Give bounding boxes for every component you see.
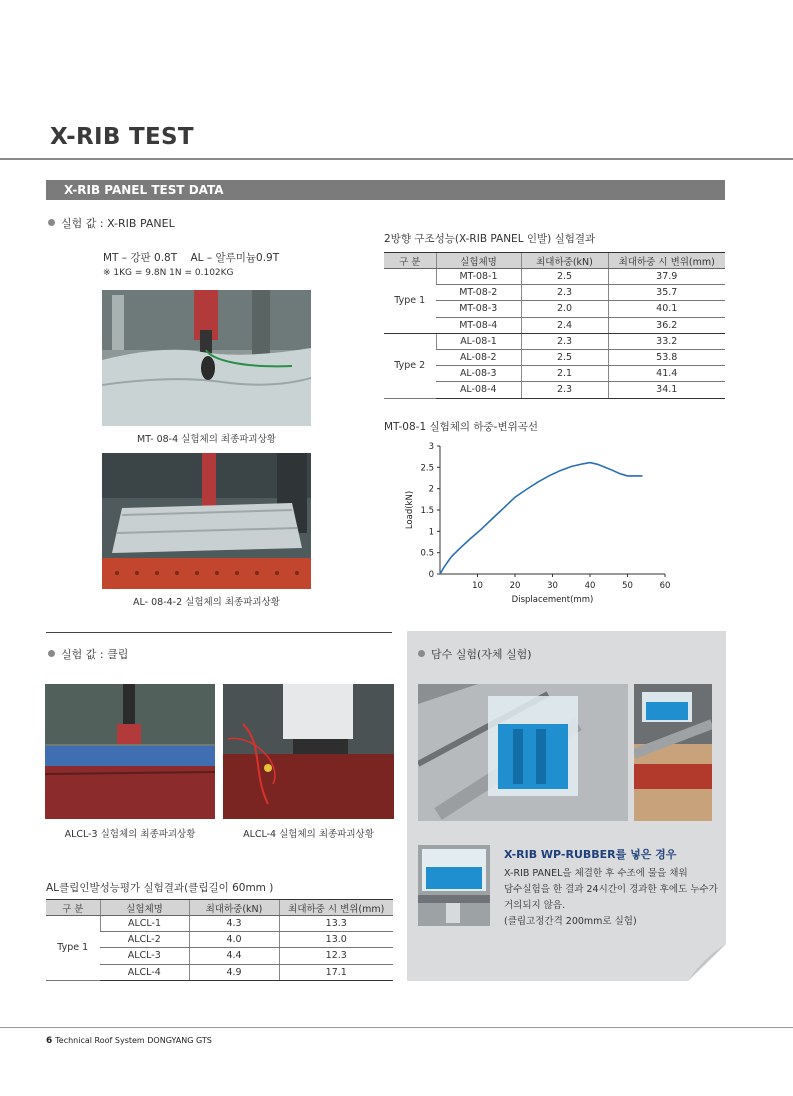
wp-line: (클립고정간격 200mm로 실험) xyxy=(504,916,637,927)
bullet-dot-icon xyxy=(418,650,425,657)
title-rule xyxy=(0,158,793,160)
group-label: Type 2 xyxy=(384,333,436,398)
table-row xyxy=(384,382,725,398)
bullet-text: 실험 값 : X-RIB PANEL xyxy=(61,217,175,230)
y-tick-label: 2 xyxy=(428,484,434,495)
cell: ALCL-3 xyxy=(100,948,189,964)
y-tick-label: 0 xyxy=(428,570,434,580)
col-header: 최대하중(kN) xyxy=(521,253,608,269)
cell: MT-08-2 xyxy=(436,285,521,301)
chart-title: MT-08-1 실험체의 하중-변위곡선 xyxy=(384,421,539,433)
y-tick-label: 3 xyxy=(428,442,434,452)
table-row xyxy=(384,366,725,382)
photo-water-tank-side xyxy=(634,684,712,821)
table-row xyxy=(384,301,725,317)
x-tick-label: 30 xyxy=(547,581,558,591)
results-table-xrib-panel xyxy=(384,252,725,399)
cell: 34.1 xyxy=(608,382,725,398)
cell: MT-08-4 xyxy=(436,317,521,333)
cell: AL-08-1 xyxy=(436,333,521,349)
cell: AL-08-4 xyxy=(436,382,521,398)
cell: 2.3 xyxy=(521,333,608,349)
table-row xyxy=(384,333,725,349)
page-curl-decoration xyxy=(688,944,726,981)
y-tick-label: 0.5 xyxy=(420,548,434,559)
cell: 4.4 xyxy=(189,948,279,964)
cell: 2.5 xyxy=(521,349,608,365)
footer-rule xyxy=(0,1027,793,1028)
wp-line: X-RIB PANEL을 체결한 후 수조에 물을 채워 xyxy=(504,868,688,879)
photo-water-tank xyxy=(418,684,628,821)
table-row xyxy=(384,349,725,365)
cell: ALCL-4 xyxy=(100,964,189,980)
cell: 17.1 xyxy=(279,964,393,980)
x-tick-label: 20 xyxy=(509,581,521,591)
material-line: MT – 강판 0.8T AL – 알루미늄0.9T xyxy=(103,252,280,264)
x-axis-label: Displacement(mm) xyxy=(511,595,594,605)
cell: 13.0 xyxy=(279,932,393,948)
caption-al-08-4-2: AL- 08-4-2 실험체의 최종파괴상황 xyxy=(133,597,280,608)
photo-al-08-4-2 xyxy=(102,453,311,589)
conversion-line: ※ 1KG = 9.8N 1N = 0.102KG xyxy=(103,268,234,278)
bullet-water-test xyxy=(418,646,532,662)
chart-axes xyxy=(440,446,665,574)
footer xyxy=(46,1036,212,1046)
cell: MT-08-1 xyxy=(436,269,521,285)
cell: 2.0 xyxy=(521,301,608,317)
y-tick-label: 1.5 xyxy=(420,506,434,516)
section-divider xyxy=(46,632,392,633)
series-line xyxy=(440,463,643,574)
load-displacement-chart xyxy=(400,438,690,610)
bullet-xrib-panel xyxy=(48,215,175,231)
table2-title: AL클립인발성능평가 실험결과(클립길이 60mm ) xyxy=(46,882,274,894)
cell: 2.1 xyxy=(521,366,608,382)
chart-ticks xyxy=(420,442,670,591)
cell: AL-08-3 xyxy=(436,366,521,382)
cell: 4.0 xyxy=(189,932,279,948)
col-header: 구 분 xyxy=(384,253,436,269)
caption-alcl-3: ALCL-3 실험체의 최종파괴상황 xyxy=(64,829,196,840)
cell: 2.4 xyxy=(521,317,608,333)
table-row xyxy=(46,916,393,932)
photo-alcl-3 xyxy=(45,684,215,819)
cell: ALCL-1 xyxy=(100,916,189,932)
page-title: X-RIB TEST xyxy=(50,124,194,150)
page-number: 6 xyxy=(46,1036,53,1046)
col-header: 실험체명 xyxy=(436,253,521,269)
x-tick-label: 40 xyxy=(584,581,596,591)
cell: 2.3 xyxy=(521,285,608,301)
table-row xyxy=(384,269,725,285)
y-tick-label: 2.5 xyxy=(420,463,434,474)
col-header: 최대하중(kN) xyxy=(189,900,279,916)
results-table-al-clip xyxy=(46,899,393,981)
x-tick-label: 50 xyxy=(622,581,633,591)
bullet-text: 담수 실험(자체 실험) xyxy=(431,648,532,661)
cell: AL-08-2 xyxy=(436,349,521,365)
wp-line: 거의되지 않음. xyxy=(504,900,566,911)
cell: 2.3 xyxy=(521,382,608,398)
cell: 13.3 xyxy=(279,916,393,932)
bullet-dot-icon xyxy=(48,650,55,657)
bullet-dot-icon xyxy=(48,219,55,226)
caption-alcl-4: ALCL-4 실험체의 최종파괴상황 xyxy=(243,829,374,840)
footer-text: Technical Roof System DONGYANG GTS xyxy=(55,1036,212,1045)
x-tick-label: 10 xyxy=(472,581,483,591)
bullet-clip xyxy=(48,646,128,662)
cell: 4.9 xyxy=(189,964,279,980)
cell: 12.3 xyxy=(279,948,393,964)
wp-line: 담수실험을 한 결과 24시간이 경과한 후에도 누수가 xyxy=(504,884,718,895)
photo-wp-rubber xyxy=(418,845,490,926)
col-header: 실험체명 xyxy=(100,900,189,916)
bullet-text: 실험 값 : 클립 xyxy=(61,648,129,661)
group-label: Type 1 xyxy=(46,916,100,981)
cell: MT-08-3 xyxy=(436,301,521,317)
y-axis-label: Load(kN) xyxy=(405,490,415,530)
cell: 4.3 xyxy=(189,916,279,932)
cell: 53.8 xyxy=(608,349,725,365)
cell: 36.2 xyxy=(608,317,725,333)
wp-rubber-title: X-RIB WP-RUBBER를 넣은 경우 xyxy=(504,848,677,861)
photo-mt-08-4 xyxy=(102,290,311,426)
cell: ALCL-2 xyxy=(100,932,189,948)
cell: 2.5 xyxy=(521,269,608,285)
x-tick-label: 60 xyxy=(659,581,671,591)
table-row xyxy=(384,317,725,333)
y-tick-label: 1 xyxy=(428,527,434,538)
cell: 33.2 xyxy=(608,333,725,349)
cell: 41.4 xyxy=(608,366,725,382)
col-header: 구 분 xyxy=(46,900,100,916)
cell: 37.9 xyxy=(608,269,725,285)
wp-rubber-description xyxy=(504,866,719,930)
col-header: 최대하중 시 변위(mm) xyxy=(279,900,393,916)
group-label: Type 1 xyxy=(384,269,436,334)
cell: 35.7 xyxy=(608,285,725,301)
table1-title: 2방향 구조성능(X-RIB PANEL 인발) 실험결과 xyxy=(384,233,596,245)
photo-alcl-4 xyxy=(223,684,394,819)
chart-series xyxy=(440,463,643,574)
col-header: 최대하중 시 변위(mm) xyxy=(608,253,725,269)
section-header-bar: X-RIB PANEL TEST DATA xyxy=(46,180,725,200)
caption-mt-08-4: MT- 08-4 실험체의 최종파괴상황 xyxy=(137,434,276,445)
table-row xyxy=(384,285,725,301)
cell: 40.1 xyxy=(608,301,725,317)
